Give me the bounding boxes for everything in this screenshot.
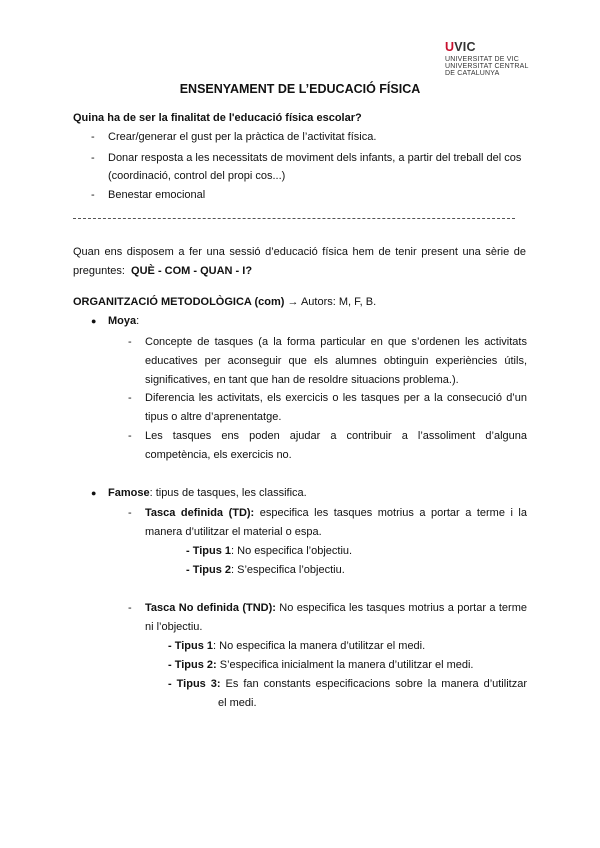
logo-line-2: UNIVERSITAT CENTRAL: [445, 63, 529, 70]
logo-line-3: DE CATALUNYA: [445, 70, 500, 77]
list-item: Diferencia les activitats, els exercicis o les tasques per a la consecució d’un: [145, 392, 527, 404]
divider: [73, 218, 515, 219]
td-tipus-1-label: - Tipus 1: [186, 545, 232, 557]
tnd-tipus-1: [168, 640, 425, 653]
org-heading-line: [73, 296, 376, 309]
list-item: Concepte de tasques (a la forma particular en que s’ordenen les activitats: [145, 336, 527, 348]
list-item: Crear/generar el gust per la pràctica de l’activitat física.: [108, 131, 377, 143]
td-tipus-1-text: : No especifica l’objectiu.: [231, 545, 353, 557]
list-item-continuation: educatives per aconseguir que els alumnes obtinguin experiències útils,: [145, 355, 527, 367]
tnd-tipus-3-text: Es fan constants especificacions sobre la manera d’utilitzar: [220, 678, 527, 690]
university-logo: [445, 40, 476, 54]
page-title: ENSENYAMENT DE L’EDUCACIÓ FÍSICA: [179, 82, 421, 96]
tnd-text: No especifica les tasques motrius a portar a terme: [275, 602, 527, 614]
bullet-icon: ●: [91, 316, 97, 326]
list-item: Benestar emocional: [108, 189, 206, 201]
td-line-1: [145, 507, 527, 520]
tnd-tipus-3-continuation: el medi.: [218, 697, 257, 709]
list-item-continuation: competència, els exercicis no.: [145, 449, 292, 461]
famose-desc: : tipus de tasques, les classifica.: [149, 487, 307, 499]
list-item-continuation: significatives, en tant que han de resoldre situacions problema.).: [145, 374, 459, 386]
intro-prefix: preguntes:: [73, 265, 129, 277]
intro-questions: QUÈ - COM - QUAN - I?: [131, 265, 253, 277]
tnd-line-1: [145, 602, 527, 615]
tnd-tipus-2-label: - Tipus 2:: [168, 659, 217, 671]
org-heading: ORGANITZACIÓ METODOLÒGICA (com): [73, 296, 285, 308]
org-authors: Autors: M, F, B.: [300, 296, 377, 308]
tnd-tipus-1-text: : No especifica la manera d’utilitzar el medi.: [213, 640, 426, 652]
tnd-tipus-1-label: - Tipus 1: [168, 640, 214, 652]
list-item: Les tasques ens poden ajudar a contribuir a l’assoliment d’alguna: [145, 430, 527, 442]
arrow-icon: →: [287, 296, 299, 308]
tnd-tipus-2-text: S’especifica inicialment la manera d’utilitzar el medi.: [216, 659, 474, 671]
intro-line-1: Quan ens disposem a fer una sessió d’educació física hem de tenir present una sèrie de: [73, 246, 526, 258]
logo-vic: VIC: [454, 40, 476, 54]
td-text: especifica les tasques motrius a portar a terme i la: [254, 507, 527, 519]
td-tipus-2-label: - Tipus 2: [186, 564, 232, 576]
dash-marker: -: [128, 430, 132, 442]
famose-name: Famose: [108, 487, 150, 499]
td-tipus-2: [186, 564, 345, 577]
list-item-continuation: tipus o altre d’aprenentatge.: [145, 411, 282, 423]
td-line-2: manera d’utilitzar el material o espa.: [145, 526, 322, 538]
bullet-icon: ●: [91, 488, 97, 498]
dash-marker: -: [128, 507, 132, 519]
dash-marker: -: [128, 602, 132, 614]
list-item: Donar resposta a les necessitats de moviment dels infants, a partir del treball del cos: [108, 152, 522, 164]
dash-marker: -: [91, 131, 95, 143]
dash-marker: -: [91, 189, 95, 201]
logo-line-1: UNIVERSITAT DE VIC: [445, 56, 519, 63]
moya-heading: [108, 315, 139, 328]
famose-heading: [108, 487, 307, 500]
tnd-tipus-3: [168, 678, 527, 691]
moya-name: Moya: [108, 315, 137, 327]
tnd-tipus-2: [168, 659, 473, 672]
tnd-line-2: ni l’objectiu.: [145, 621, 203, 633]
logo-u: U: [445, 40, 455, 54]
moya-colon: :: [136, 315, 140, 327]
tnd-label: Tasca No definida (TND):: [145, 602, 276, 614]
dash-marker: -: [91, 152, 95, 164]
td-tipus-2-text: : S’especifica l’objectiu.: [231, 564, 345, 576]
question-heading: Quina ha de ser la finalitat de l'educació física escolar?: [73, 112, 362, 124]
dash-marker: -: [128, 336, 132, 348]
td-tipus-1: [186, 545, 352, 558]
dash-marker: -: [128, 392, 132, 404]
tnd-tipus-3-label: - Tipus 3:: [168, 678, 221, 690]
intro-line-2: [73, 265, 252, 278]
td-label: Tasca definida (TD):: [145, 507, 255, 519]
list-item-continuation: (coordinació, control del propi cos...): [108, 170, 286, 182]
